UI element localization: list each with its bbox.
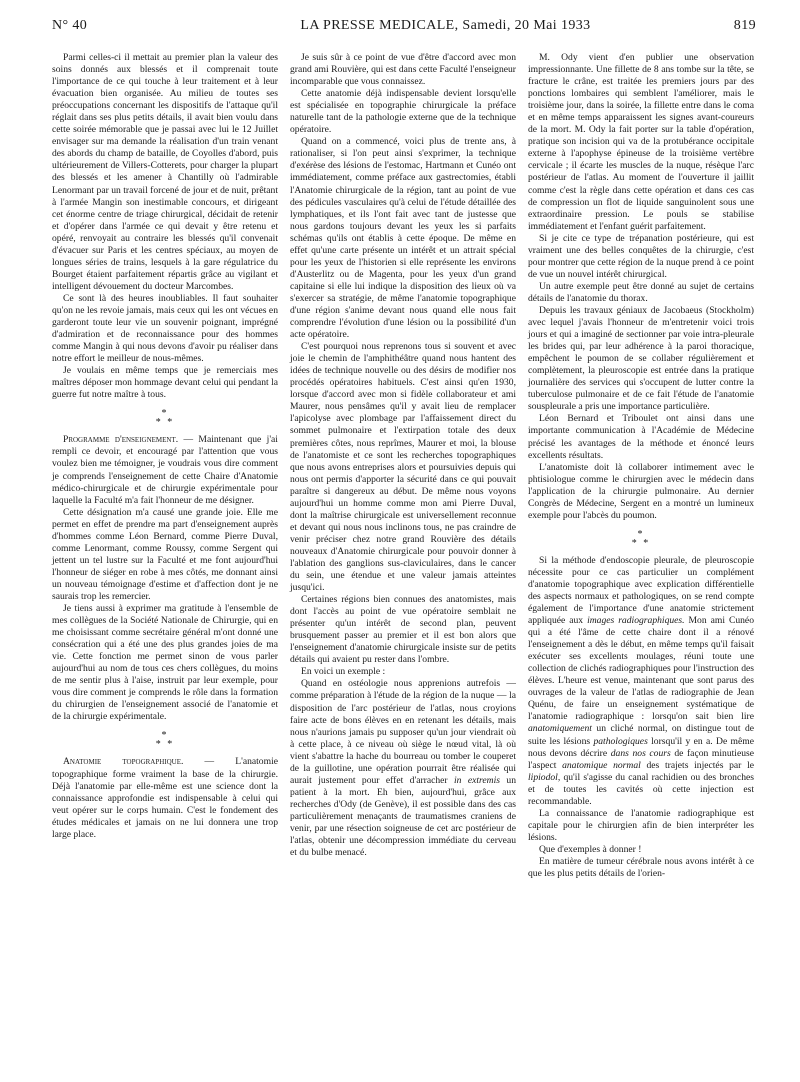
paragraph: En matière de tumeur cérébrale nous avons intérêt à ce que les plus petits détails de l'orien- — [528, 856, 754, 880]
page-header — [52, 18, 756, 44]
page-number: 819 — [733, 18, 756, 33]
section-heading: Anatomie topographique. — [63, 756, 184, 768]
column-1 — [52, 52, 278, 880]
paragraph-text: qu'il s'agisse du canal rachidien ou des bronches et de toutes les cavités où cette injection est recommandable. — [528, 771, 754, 807]
issue-number: N° 40 — [52, 18, 88, 33]
paragraph-text: lorsqu'il y en a. De même nous devons décrire — [528, 735, 754, 759]
paragraph-text: — Maintenant que j'ai rempli ce devoir, et encouragé par l'attention que vous voulez bien me témoigner, je voudrais vous dire comment je comprends l'enseignement de cette Chaire d'Anatomie médico-chirurgicale et de chirurgie expérimentale pour laquelle la Faculté m'a fait l'honneur de me désigner. — [52, 434, 278, 506]
emphasis: pathologiques — [593, 735, 648, 747]
text-columns — [52, 52, 756, 880]
paragraph: Je voulais en même temps que je remerciais mes maîtres déposer mon hommage devant celui qui pendant la guerre fut notre maître à tous. — [52, 365, 278, 401]
paragraph-text: de façon minutieuse l'aspect — [528, 747, 754, 771]
paragraph: Si je cite ce type de trépanation postérieure, qui est vraiment une des belles conquêtes de la chirurgie, c'est pour montrer que cette région de la nuque prend à ce point de vue un nouvel intérêt chirurgical. — [528, 232, 754, 280]
paragraph — [52, 434, 278, 506]
paragraph — [52, 756, 278, 840]
paragraph-text: Si la méthode d'endoscopie pleurale, de pleuroscopie nécessite pour ce cas particulier un complément d'anatomie topographique avec explication différentielle des aspects normaux et pathologiques, on se rend compte également de l'importance d'une anatomie strictement appliquée aux — [528, 554, 754, 627]
paragraph-text: Quand en ostéologie nous apprenions autrefois — comme préparation à l'étude de la région de la nuque — la disposition de l'arc postérieur de l'atlas, nous croyions faire acte de bons élèves en en retenant les détails, mais nous n'aurions jamais pu supposer qu'un jour viendrait où à cette place, à ce niveau où siège le nœud vital, là où vient s'abattre la hache du bourreau ou tomber le couperet de la guillotine, une opération pourrait être réalisée qui aurait justement pour effet d'arracher — [290, 678, 516, 786]
section-separator — [52, 409, 278, 427]
emphasis: images radiographiques. — [587, 615, 685, 627]
emphasis: anatomiquement — [528, 723, 592, 735]
column-3 — [528, 52, 754, 880]
emphasis: dans nos cours — [610, 747, 671, 759]
paragraph: Cette anatomie déjà indispensable devient lorsqu'elle est spécialisée en topographie chirurgicale la préface naturelle tant de la pathologie externe que de la technique opératoire. — [290, 88, 516, 136]
journal-title: LA PRESSE MEDICALE, Samedi, 20 Mai 1933 — [300, 18, 591, 33]
separator-stars: * * — [155, 739, 175, 751]
separator-star: * — [161, 730, 169, 742]
paragraph: Je suis sûr à ce point de vue d'être d'accord avec mon grand ami Rouvière, qui est dans cette Faculté l'enseigneur incomparable que vous connaissez. — [290, 52, 516, 88]
paragraph: Parmi celles-ci il mettait au premier plan la valeur des soins donnés aux blessés et il comprenait toute l'importance de ce qui touche à leur traitement et à leur évacuation bien organisée. Au milieu de toutes ses préoccupations concernant les dispositifs de l'attaque qu'il réglait dans ses plus petits détails, il avait bien voulu dans cette soirée mémorable que je passai avec lui le 12 Juillet envisager sur ma demande la réalisation d'un train venant des abords du champ de bataille, de Coyolles d'abord, puis ultérieurement de Villers-Cotterets, pour charger la plupart des blessés et les amener à Chantilly où l'admirable Lenormant par un travail forcené de jour et de nuit, prêtant à l'armée Mangin son inestimable concours, et dirigeant cet énorme centre de triage chirurgical, décidait de retenir et d'opérer dans l'armée ce qui devait y être retenu et opéré, renvoyait au contraire les blessés qu'il convenait d'évacuer sur Paris et les centres spéciaux, au moyen de longues séries de trains, lesquels à la gare régulatrice du Bourget étaient parfaitement répartis grâce au vigilant et intelligent dévouement du docteur Marcombes. — [52, 52, 278, 292]
paragraph: Je tiens aussi à exprimer ma gratitude à l'ensemble de mes collègues de la Société Nationale de Chirurgie, qui en me choisissant comme secrétaire général m'ont donné une consécration qui a été une des plus grandes joies de ma vie. Cette fonction me permet sinon de vous parler aujourd'hui au nom de tous ces chers collègues, du moins de me sentir plus à l'aise, instruit par leur exemple, pour vous dire comment je comprends le rôle dans la formation du chirurgien de l'enseignement associé de l'anatomie et de la chirurgie expérimentale. — [52, 603, 278, 723]
separator-star: * — [161, 408, 169, 420]
section-heading: Programme d'enseignement. — [63, 434, 179, 446]
paragraph: Léon Bernard et Triboulet ont ainsi dans une importante communication à l'Académie de Médecine précisé les avantages de la méthode et énoncé leurs excellents résultats. — [528, 413, 754, 461]
paragraph-text: un cliché normal, on distingue tout de suite les lésions — [528, 723, 754, 747]
paragraph: Depuis les travaux géniaux de Jacobaeus (Stockholm) avec lequel j'avais l'honneur de m'entretenir voici trois jours et qui a imaginé de sectionner par voie intra-pleurale les brides qui, par leur adhérence à la paroi thoracique, empêchent le poumon de se collaber régulièrement et complètement, la pleuroscopie est entrée dans la pratique journalière des services qui s'occupent de lutter contre la tuberculose pulmonaire et de ce fait l'étude de l'anatomie souspleurale a pris une importance particulière. — [528, 304, 754, 413]
paragraph: Ce sont là des heures inoubliables. Il faut souhaiter qu'on ne les revoie jamais, mais ceux qui les ont vécues en garderont toute leur vie un souvenir poignant, imprégné d'admiration et de reconnaissance pour des hommes comme Mangin à qui nous devons d'avoir pu réaliser dans notre effort le meilleur de nous-mêmes. — [52, 292, 278, 365]
paragraph: M. Ody vient d'en publier une observation impressionnante. Une fillette de 8 ans tombe sur la tête, se fracture le crâne, est traitée les premiers jours par des ponctions lombaires qui semblent l'améliorer, mais le troisième jour, dans la soirée, la fillette entre dans le coma et en même temps apparaissent les signes avant-coureurs de la mort. M. Ody la fait porter sur la table d'opération, pratique son incision qui va de la protubérance occipitale externe à l'apophyse épineuse de la troisième vertèbre cervicale ; il écarte les muscles de la nuque, résèque l'arc postérieur de l'atlas. Au moment de l'ouverture il jaillit comme c'est la règle dans cette opération et dans ces cas de compression un flot de liquide sanguinolent sous une extraordinaire pression. Le pouls se stabilise immédiatement et l'enfant guérit parfaitement. — [528, 52, 754, 232]
section-separator — [528, 530, 754, 548]
separator-star: * — [637, 528, 645, 540]
emphasis: lipiodol, — [528, 771, 561, 783]
paragraph: Cette désignation m'a causé une grande joie. Elle me permet en effet de prendre ma part d'enseignement auprès d'hommes comme Léon Bernard, comme Pierre Duval, comme Lenormant, comme Roussy, comme Sergent qui jettent un tel lustre sur la Faculté et me font aujourd'hui l'honneur de siéger en robe à mes côtés, me donnant ainsi un nouveau témoignage d'estime et d'affection dont je ne saurais trop les remercier. — [52, 506, 278, 602]
paragraph — [290, 678, 516, 859]
paragraph: Que d'exemples à donner ! — [539, 843, 642, 855]
paragraph-text: un patient à la mort. Eh bien, aujourd'hui, grâce aux recherches d'Ody (de Genève), il est possible dans des cas particulièrement menaçants de traumatismes craniens de venir, par une résection soigneuse de cet arc postérieur de l'atlas, obtenir une décompression immédiate du cerveau et du bulbe menacé. — [290, 774, 516, 859]
paragraph-text: des trajets injectés par le — [640, 759, 754, 771]
paragraph: En voici un exemple : — [301, 666, 386, 678]
paragraph-text: — L'anatomie topographique forme vraiment la base de la chirurgie. Déjà l'anatomie par elle-même est une science dont la connaissance approfondie est indispensable à celui qui veut opérer sur le corps humain. C'est le fondement des études médicales et jamais on ne lui donnera une trop large place. — [52, 756, 278, 840]
emphasis: in extremis — [454, 774, 501, 786]
paragraph: Certaines régions bien connues des anatomistes, mais dont l'accès au point de vue opératoire semblait ne présenter qu'un intérêt de second plan, peuvent brusquement passer au premier et il est bon alors que l'enseignement d'anatomie chirurgicale insiste sur de petits détails qui avaient pu rester dans l'ombre. — [290, 594, 516, 666]
paragraph: Un autre exemple peut être donné au sujet de certains détails de l'anatomie du thorax. — [528, 280, 754, 304]
emphasis: anatomique normal — [562, 759, 641, 771]
paragraph: La connaissance de l'anatomie radiographique est capitale pour le chirurgien afin de bien interpréter les lésions. — [528, 807, 754, 843]
paragraph — [528, 555, 754, 808]
paragraph-text: Mon ami Cunéo qui a été l'âme de cette chaire dont il a rénové l'enseignement a dès le début, en même temps qu'il faisait exécuter ses excellents moulages, réuni toute une collection de clichés radiographiques pour l'instruction des élèves. L'heure est venue, maintenant que sont parus des ouvrages de la valeur de l'atlas de radiographie de Jean Quénu, de faire un enseignement systématique de l'anatomie radiographique : lorsqu'on sait bien lire — [528, 615, 754, 723]
separator-stars: * * — [631, 537, 651, 549]
section-separator — [52, 731, 278, 749]
column-2 — [290, 52, 516, 880]
paragraph: C'est pourquoi nous reprenons tous si souvent et avec joie le chemin de l'amphithéâtre quand nous hantent des idées de technique nouvelle ou des désirs de modifier nos procédés opératoires habituels. C'est ainsi qu'en 1930, lorsque d'accord avec mon si fidèle collaborateur et ami Maurer, nous pensâmes qu'il y avait lieu de remplacer l'apicolyse avec plombage par l'affaissement direct du sommet pulmonaire et l'extirpation totale des deux premières côtes, nous reprîmes, Maurer et moi, la blouse de l'anatomiste et ce sont les recherches topographiques que nous avons entreprises alors et poursuivies depuis qui nous ont permis d'apporter la sécurité dans ce qui pouvait paraître si dangereux au début. De même nous voyons aujourd'hui un homme comme mon ami Pierre Duval, dont la maîtrise chirurgicale est universellement reconnue et devant qui nous nous inclinons tous, ne pas craindre de venir préciser chez notre grand Rouvière des détails nouveaux d'Anatomie chirurgicale pour pouvoir donner à l'ablation des ganglions sus-claviculaires, dans le cancer du sein, une étendue et une valeur jamais atteintes jusqu'ici. — [290, 341, 516, 594]
separator-stars: * * — [155, 417, 175, 429]
paragraph: Quand on a commencé, voici plus de trente ans, à rationaliser, si l'on peut ainsi s'exprimer, la technique d'exérèse des lésions de l'estomac, Hartmann et Cunéo ont immédiatement, comme préface aux gastrectomies, établi l'Anatomie chirurgicale de la région, tant au point de vue des pédicules vasculaires qu'à celui de l'étude détaillée des lymphatiques, et ils l'ont fait avec tant de justesse que nous gardons toujours devant les yeux les si parfaits schémas qu'ils ont établis à cette époque. De même en effet qu'une carte présente un intérêt et un attrait spécial pour les yeux de l'historien si elle représente les environs d'Austerlitz ou de Magenta, pour les yeux d'un grand capitaine si elle lui indique la disposition des lieux où va s'exercer sa stratégie, de même l'anatomie topographique d'une région s'anime devant nous quand elle nous fait comprendre l'évolution d'une lésion ou la possibilité d'un acte opératoire. — [290, 136, 516, 341]
paragraph: L'anatomiste doit là collaborer intimement avec le phtisiologue comme le chirurgien avec le médecin dans l'application de la chirurgie pulmonaire. Au dernier Congrès de Médecine, Sergent en a montré un lumineux exemple pour l'abcès du poumon. — [528, 461, 754, 521]
